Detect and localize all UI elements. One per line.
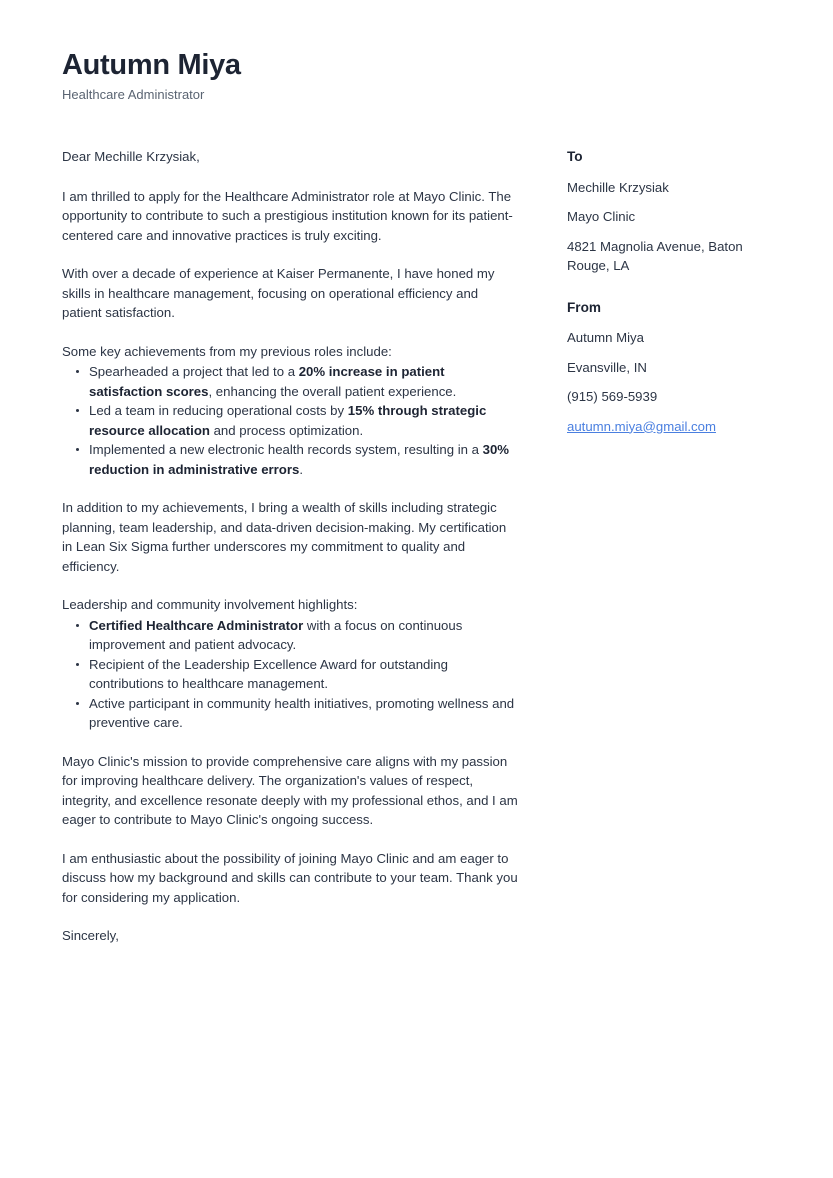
list-item bbox=[62, 616, 520, 655]
list-item bbox=[62, 440, 520, 479]
letter-header bbox=[62, 50, 762, 102]
recipient-name: Mechille Krzysiak bbox=[567, 179, 669, 195]
sender-location: Evansville, IN bbox=[567, 359, 647, 375]
paragraph-mission-alignment: Mayo Clinic's mission to provide comprehensive care aligns with my passion for improving healthcare delivery. The organization's values of respect, integrity, and excellence resonate deeply with my professional ethos, and I am eager to contribute to Mayo Clinic's ongoing success. bbox=[62, 753, 518, 827]
paragraph-call-to-action: I am enthusiastic about the possibility of joining Mayo Clinic and am eager to discuss how my background and skills can contribute to your team. Thank you for considering my application. bbox=[62, 850, 518, 905]
list-item bbox=[62, 362, 520, 401]
achievements-list bbox=[62, 362, 520, 479]
sender-email-link[interactable]: autumn.miya@gmail.com bbox=[567, 418, 716, 434]
list-item bbox=[62, 655, 520, 694]
recipient-company: Mayo Clinic bbox=[567, 209, 636, 224]
list-item-text-after: , enhancing the overall patient experience. bbox=[208, 383, 457, 399]
list-item-text-bold: 15% through strategic resource allocation bbox=[89, 403, 487, 438]
paragraph-skills: In addition to my achievements, I bring a wealth of skills including strategic planning, team leadership, and data-driven decision-making. My certification in Lean Six Sigma further underscores my commitment to quality and efficiency. bbox=[62, 500, 507, 574]
leadership-lead-in: Leadership and community involvement highlights: bbox=[62, 597, 358, 612]
recipient-block bbox=[567, 147, 772, 276]
applicant-name: Autumn Miya bbox=[62, 49, 241, 81]
list-item bbox=[62, 401, 520, 440]
applicant-job-title: Healthcare Administrator bbox=[62, 86, 205, 102]
leadership-list bbox=[62, 616, 520, 733]
letter-body-column bbox=[62, 147, 520, 946]
list-item-text-before: Led a team in reducing operational costs by bbox=[89, 403, 348, 418]
salutation: Dear Mechille Krzysiak, bbox=[62, 149, 200, 164]
list-item-text-before: Recipient of the Leadership Excellence Award for outstanding contributions to healthcare management. bbox=[89, 656, 448, 691]
sender-block bbox=[567, 298, 772, 437]
list-item-text-bold: Certified Healthcare Administrator bbox=[89, 617, 304, 633]
sender-name: Autumn Miya bbox=[567, 330, 644, 345]
list-item-text-after: and process optimization. bbox=[209, 422, 364, 438]
sender-email-row bbox=[567, 417, 772, 437]
list-item-text-after: with a focus on continuous improvement and patient advocacy. bbox=[89, 617, 463, 652]
list-item-text-bold: 20% increase in patient satisfaction scores bbox=[89, 364, 445, 399]
recipient-address: 4821 Magnolia Avenue, Baton Rouge, LA bbox=[567, 238, 743, 273]
list-item-text-after: . bbox=[299, 461, 303, 477]
paragraph-intro: I am thrilled to apply for the Healthcare Administrator role at Mayo Clinic. The opportunity to contribute to such a prestigious institution known for its patient-centered care and innovative practices is truly exciting. bbox=[62, 188, 513, 243]
paragraph-experience: With over a decade of experience at Kaiser Permanente, I have honed my skills in healthcare management, focusing on operational efficiency and patient satisfaction. bbox=[62, 266, 495, 320]
to-heading: To bbox=[567, 149, 583, 164]
closing-salutation: Sincerely, bbox=[62, 928, 119, 943]
list-item-text-before: Spearheaded a project that led to a bbox=[89, 364, 299, 379]
achievements-lead-in: Some key achievements from my previous roles include: bbox=[62, 343, 392, 359]
list-item bbox=[62, 694, 520, 733]
list-item-text-bold: 30% reduction in administrative errors bbox=[89, 442, 510, 477]
from-heading: From bbox=[567, 299, 601, 315]
list-item-text-before: Active participant in community health initiatives, promoting wellness and preventive care. bbox=[89, 695, 515, 730]
list-item-text-before: Implemented a new electronic health records system, resulting in a bbox=[89, 442, 483, 457]
sender-phone: (915) 569-5939 bbox=[567, 389, 658, 404]
contact-sidebar bbox=[567, 147, 772, 436]
